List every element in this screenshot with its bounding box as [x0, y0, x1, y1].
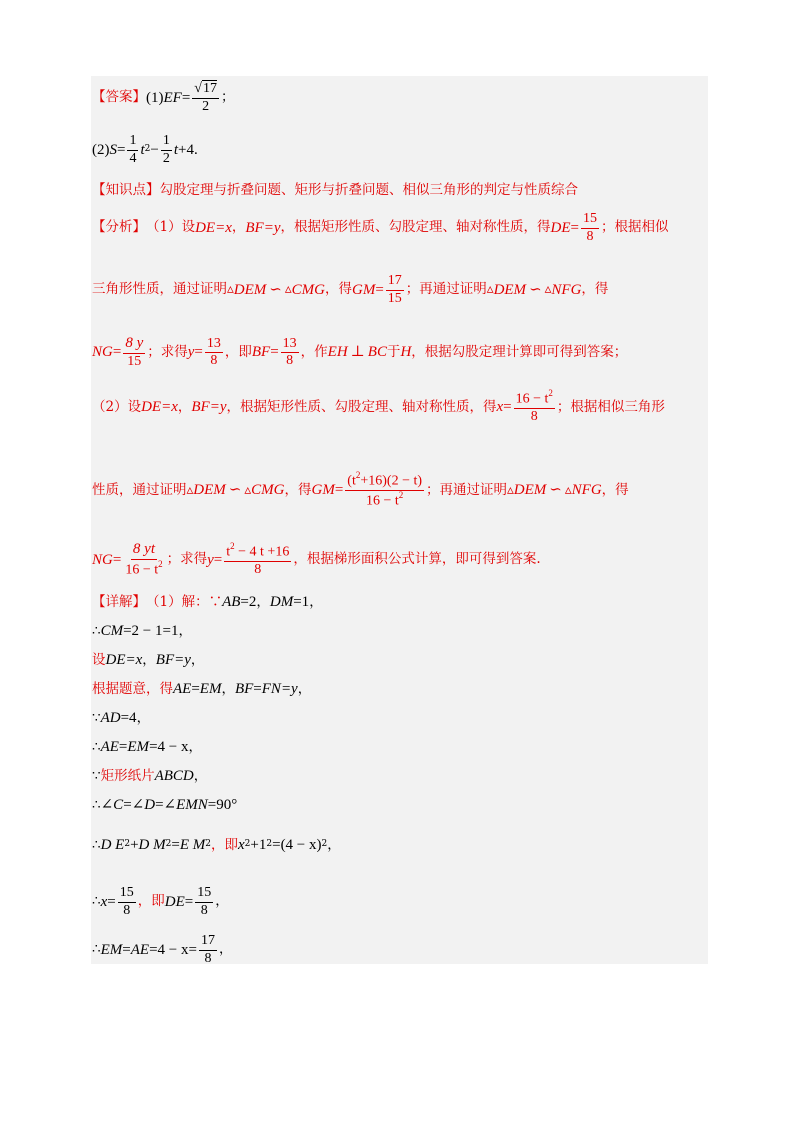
detail-line-4: 根据题意，得 AE = EM ， BF = FN =y ，: [92, 680, 312, 697]
detail-line-10: ∴ x = $\frac{15}{8}$ ，即 DE = $\frac{15}{8}$ ，: [92, 885, 229, 918]
analysis-line-3: NG = $\frac{8 y}{15}$ ；求得 y = $\frac{13}{8}$ ，即 BF = $\frac{13}{8}$ ，作 EH ⊥ BC 于 H ，根据勾股定理计算即可得到答案；: [92, 335, 628, 369]
detail-line-2: ∴ CM =2 − 1=1 ，: [92, 622, 192, 639]
detail-line-1: 【详解】 （1）解：∵ AB =2 ， DM =1 ，: [92, 593, 323, 610]
fraction-sqrt17-over-2: $\frac{√17}{2}$: [194, 81, 217, 114]
analysis-line-5: 性质，通过证明 ▵ DEM ∽ ▵ CMG ，得 GM = $\frac{(t^2+16)(2 - t)}{16 - t^2}$ ；再通过证明 ▵ DEM ∽ ▵ NFG ，得: [92, 470, 629, 509]
answer-line-2: (2) S = $\frac{1}{4}$ t $^2$ − $\frac{1}{2}$ t +4 .: [92, 133, 198, 166]
answer-tag: 【答案】: [92, 89, 146, 106]
knowledge-tag: 【知识点】: [92, 182, 160, 198]
detail-line-5: ∵ AD =4 ，: [92, 709, 151, 726]
analysis-line-2: 三角形性质，通过证明 ▵ DEM ∽ ▵ CMG ，得 GM = $\frac{17}{15}$ ；再通过证明 ▵ DEM ∽ ▵ NFG ，得: [92, 273, 609, 306]
detail-line-9: ∴ D E $^2$ + D M $^2$ = E M $^2$ ，即 x $^2$ + 1 $^2$ = (4 − x) $^2$ ，: [92, 836, 341, 853]
detail-line-8: ∴ ∠ C = ∠ D = ∠ EMN =90°: [92, 796, 238, 813]
analysis-line-1: 【分析】 （1）设 DE =x ， BF =y ，根据矩形性质、勾股定理、轴对称性质，得 DE = $\frac{15}{8}$ ；根据相似: [92, 211, 669, 244]
analysis-line-6: NG = $\frac{8 yt}{16 - t^2}$ ；求得 y = $\frac{t^2 - 4 t +16}{8}$ ，根据梯形面积公式计算，即可得到答案.: [92, 540, 541, 578]
knowledge-text: 勾股定理与折叠问题、矩形与折叠问题、相似三角形的判定与性质综合: [159, 182, 578, 198]
detail-line-6: ∴ AE = EM =4 − x ，: [92, 738, 202, 755]
analysis-line-4: （2）设 DE =x ， BF =y ，根据矩形性质、勾股定理、轴对称性质，得 x = $\frac{16 - t^2}{8}$ ；根据相似三角形: [92, 388, 665, 425]
detail-line-3: 设 DE =x ， BF =y ，: [92, 651, 205, 668]
detail-line-7: ∵ 矩形纸片 ABCD ，: [92, 767, 208, 784]
answer-panel: [91, 76, 708, 964]
analysis-tag: 【分析】: [92, 219, 146, 236]
knowledge-line: [92, 184, 578, 198]
answer-line-1: 【答案】 (1) EF = $\frac{√17}{2}$ ；: [92, 81, 235, 114]
detail-line-11: ∴ EM = AE =4 − x= $\frac{17}{8}$ ，: [92, 933, 233, 966]
detail-tag: 【详解】: [92, 593, 146, 610]
